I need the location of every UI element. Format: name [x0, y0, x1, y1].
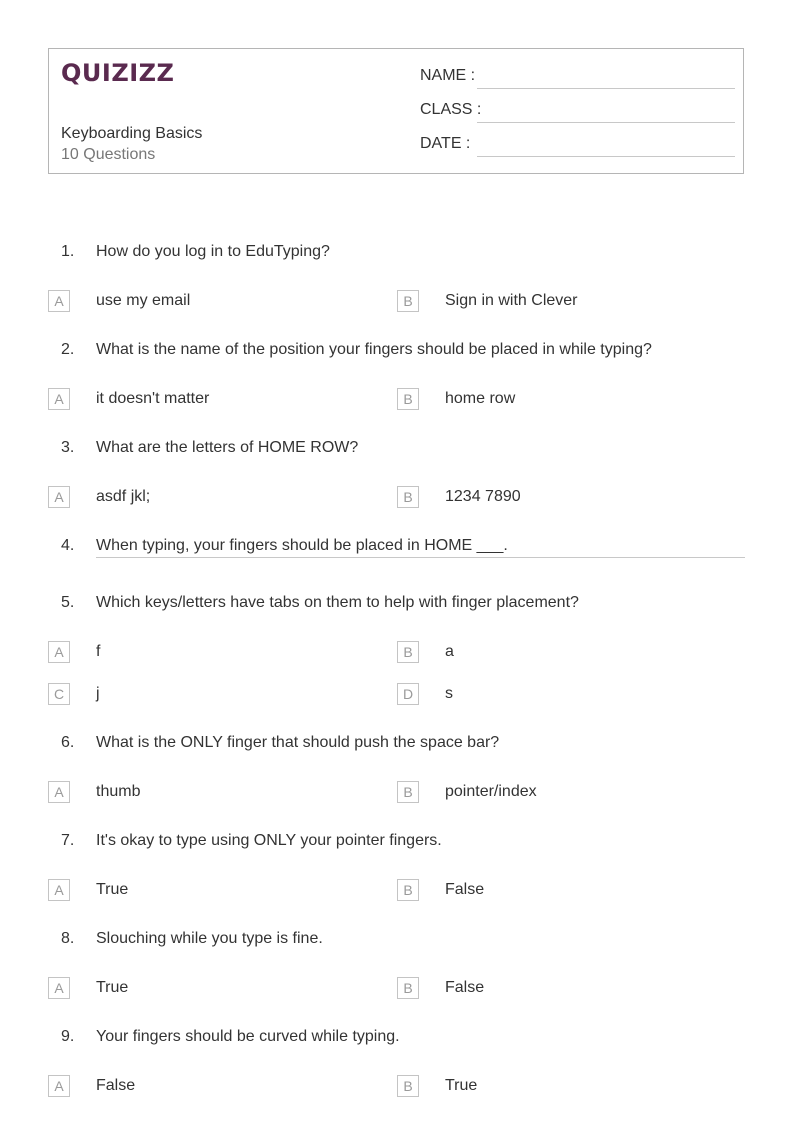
option-box[interactable]: B — [397, 977, 419, 999]
question-number: 2. — [61, 341, 75, 358]
question-number: 9. — [61, 1028, 75, 1045]
question-text: Which keys/letters have tabs on them to help with finger placement? — [96, 594, 579, 611]
question-number: 6. — [61, 734, 75, 751]
option-text: s — [445, 685, 453, 702]
option-text: j — [96, 685, 100, 702]
option-box[interactable]: B — [397, 486, 419, 508]
option-box[interactable]: B — [397, 388, 419, 410]
option-text: f — [96, 643, 101, 660]
worksheet-title: Keyboarding Basics — [61, 125, 203, 142]
option-text: True — [96, 979, 129, 996]
answer-line[interactable] — [96, 557, 745, 558]
class-field[interactable] — [420, 101, 735, 123]
name-field[interactable] — [420, 67, 735, 89]
option-box[interactable]: A — [48, 1075, 70, 1097]
option-box[interactable]: B — [397, 290, 419, 312]
option-text: home row — [445, 390, 516, 407]
option-text: use my email — [96, 292, 191, 309]
question-number: 3. — [61, 439, 75, 456]
option-text: True — [445, 1077, 478, 1094]
option-text: False — [445, 881, 485, 898]
date-field[interactable] — [420, 135, 735, 157]
option-box[interactable]: A — [48, 486, 70, 508]
option-box[interactable]: B — [397, 641, 419, 663]
date-label: DATE : — [420, 135, 471, 152]
option-text: False — [445, 979, 485, 996]
option-text: 1234 7890 — [445, 488, 521, 505]
option-box[interactable]: A — [48, 879, 70, 901]
option-box[interactable]: A — [48, 388, 70, 410]
question-text: What is the ONLY finger that should push the space bar? — [96, 734, 500, 751]
question-number: 8. — [61, 930, 75, 947]
question-number: 7. — [61, 832, 75, 849]
name-label: NAME : — [420, 67, 476, 84]
option-text: False — [96, 1077, 136, 1094]
option-text: a — [445, 643, 454, 660]
option-text: Sign in with Clever — [445, 292, 578, 309]
question-text: Slouching while you type is fine. — [96, 930, 323, 947]
question-count: 10 Questions — [61, 146, 156, 163]
option-text: True — [96, 881, 129, 898]
question-text: When typing, your fingers should be placed in HOME ___. — [96, 537, 508, 554]
question-number: 4. — [61, 537, 75, 554]
option-box[interactable]: B — [397, 781, 419, 803]
option-box[interactable]: B — [397, 1075, 419, 1097]
option-box[interactable]: A — [48, 977, 70, 999]
class-label: CLASS : — [420, 101, 482, 118]
option-box[interactable]: A — [48, 781, 70, 803]
question-number: 1. — [61, 243, 75, 260]
date-line[interactable] — [477, 156, 735, 157]
question-number: 5. — [61, 594, 75, 611]
worksheet-header — [48, 48, 744, 174]
question-text: What are the letters of HOME ROW? — [96, 439, 359, 456]
option-box[interactable]: B — [397, 879, 419, 901]
option-box[interactable]: A — [48, 290, 70, 312]
option-text: asdf jkl; — [96, 488, 151, 505]
question-text: Your fingers should be curved while typing. — [96, 1028, 400, 1045]
question-text: It's okay to type using ONLY your pointer fingers. — [96, 832, 442, 849]
question-text: How do you log in to EduTyping? — [96, 243, 330, 260]
option-box[interactable]: D — [397, 683, 419, 705]
option-text: thumb — [96, 783, 141, 800]
quizizz-logo: QUIZIZZ — [61, 59, 175, 87]
option-box[interactable]: C — [48, 683, 70, 705]
class-line[interactable] — [477, 122, 735, 123]
name-line[interactable] — [477, 88, 735, 89]
option-text: pointer/index — [445, 783, 537, 800]
option-text: it doesn't matter — [96, 390, 210, 407]
option-box[interactable]: A — [48, 641, 70, 663]
question-text: What is the name of the position your fingers should be placed in while typing? — [96, 341, 652, 358]
